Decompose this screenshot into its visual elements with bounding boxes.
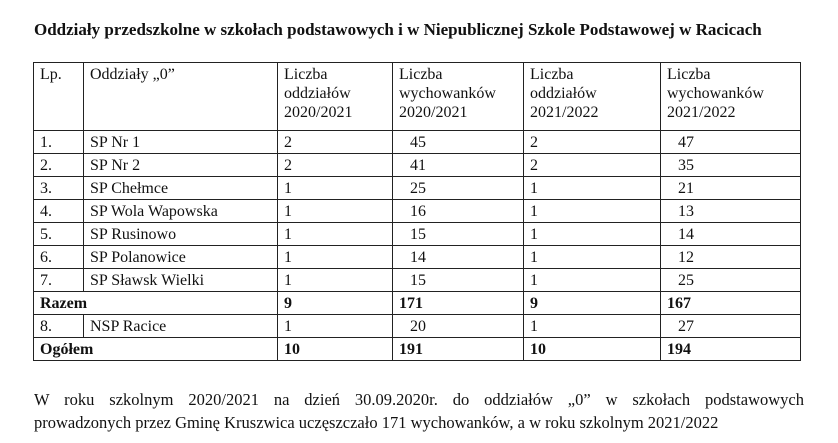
school-cell: NSP Racice <box>84 315 278 338</box>
value-cell: 1 <box>278 269 393 292</box>
value-cell: 25 <box>393 177 524 200</box>
school-cell: SP Polanowice <box>84 246 278 269</box>
total-value: 191 <box>393 338 524 361</box>
value-cell: 1 <box>278 200 393 223</box>
value-cell: 27 <box>661 315 801 338</box>
header-cell: Lp. <box>34 63 84 131</box>
subtotal-value: 167 <box>661 292 801 315</box>
value-cell: 14 <box>393 246 524 269</box>
value-cell: 13 <box>661 200 801 223</box>
paragraph-line: prowadzonych przez Gminę Kruszwica uczęszczało 171 wychowanków, a w roku szkolnym 2021/2022 <box>34 413 719 432</box>
value-cell: 21 <box>661 177 801 200</box>
value-cell: 47 <box>661 131 801 154</box>
header-cell: Liczba oddziałów 2020/2021 <box>278 63 393 131</box>
value-cell: 1 <box>278 223 393 246</box>
school-cell: SP Rusinowo <box>84 223 278 246</box>
value-cell: 1 <box>278 315 393 338</box>
value-cell: 45 <box>393 131 524 154</box>
lp-cell: 6. <box>34 246 84 269</box>
lp-cell: 2. <box>34 154 84 177</box>
value-cell: 35 <box>661 154 801 177</box>
school-cell: SP Chełmce <box>84 177 278 200</box>
value-cell: 2 <box>524 131 661 154</box>
value-cell: 2 <box>278 154 393 177</box>
value-cell: 1 <box>524 177 661 200</box>
lp-cell: 3. <box>34 177 84 200</box>
table-row <box>34 177 801 200</box>
total-value: 194 <box>661 338 801 361</box>
total-row <box>34 338 801 361</box>
value-cell: 1 <box>524 315 661 338</box>
value-cell: 1 <box>524 269 661 292</box>
value-cell: 16 <box>393 200 524 223</box>
table-header-row <box>34 63 801 131</box>
table-row <box>34 200 801 223</box>
subtotal-value: 171 <box>393 292 524 315</box>
subtotal-value: 9 <box>524 292 661 315</box>
value-cell: 2 <box>524 154 661 177</box>
value-cell: 14 <box>661 223 801 246</box>
table-row <box>34 246 801 269</box>
table-row <box>34 131 801 154</box>
table-title: Oddziały przedszkolne w szkołach podstawowych i w Niepublicznej Szkole Podstawowej w Racicach <box>34 20 762 39</box>
table-row <box>34 223 801 246</box>
header-cell: Liczba wychowanków 2021/2022 <box>661 63 801 131</box>
header-cell: Liczba wychowanków 2020/2021 <box>393 63 524 131</box>
header-cell: Oddziały „0” <box>84 63 278 131</box>
subtotal-row <box>34 292 801 315</box>
value-cell: 15 <box>393 269 524 292</box>
subtotal-value: 9 <box>278 292 393 315</box>
school-cell: SP Nr 1 <box>84 131 278 154</box>
lp-cell: 4. <box>34 200 84 223</box>
preschool-table <box>33 62 801 361</box>
table-row <box>34 269 801 292</box>
value-cell: 1 <box>278 246 393 269</box>
value-cell: 15 <box>393 223 524 246</box>
paragraph-line: W roku szkolnym 2020/2021 na dzień 30.09.2020r. do oddziałów „0” w szkołach podstawowych <box>34 390 804 409</box>
value-cell: 1 <box>524 200 661 223</box>
value-cell: 1 <box>524 223 661 246</box>
school-cell: SP Nr 2 <box>84 154 278 177</box>
school-cell: SP Wola Wapowska <box>84 200 278 223</box>
body-paragraph <box>34 388 804 434</box>
subtotal-label: Razem <box>34 292 278 315</box>
lp-cell: 8. <box>34 315 84 338</box>
school-cell: SP Sławsk Wielki <box>84 269 278 292</box>
total-value: 10 <box>524 338 661 361</box>
value-cell: 2 <box>278 131 393 154</box>
value-cell: 20 <box>393 315 524 338</box>
value-cell: 25 <box>661 269 801 292</box>
lp-cell: 1. <box>34 131 84 154</box>
lp-cell: 7. <box>34 269 84 292</box>
value-cell: 41 <box>393 154 524 177</box>
total-value: 10 <box>278 338 393 361</box>
lp-cell: 5. <box>34 223 84 246</box>
table-row <box>34 154 801 177</box>
value-cell: 1 <box>278 177 393 200</box>
header-cell: Liczba oddziałów 2021/2022 <box>524 63 661 131</box>
total-label: Ogółem <box>34 338 278 361</box>
table-row <box>34 315 801 338</box>
value-cell: 1 <box>524 246 661 269</box>
value-cell: 12 <box>661 246 801 269</box>
